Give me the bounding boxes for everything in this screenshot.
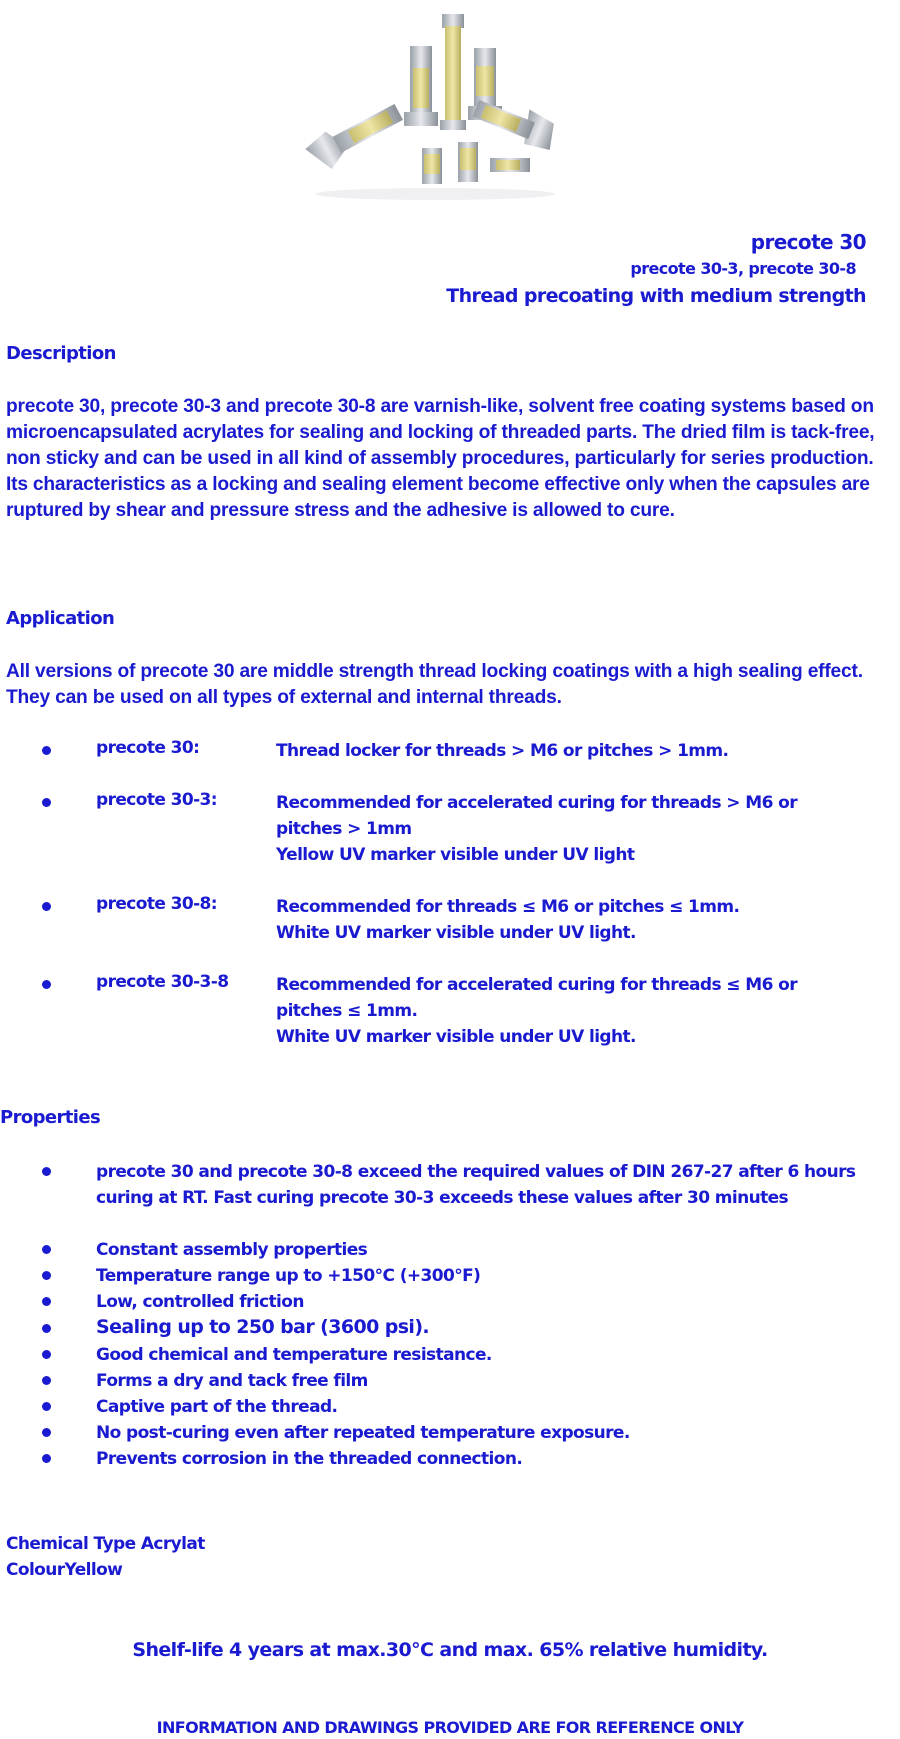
property-item: Captive part of the thread. bbox=[96, 1397, 338, 1417]
colour: ColourYellow bbox=[6, 1560, 123, 1580]
application-heading: Application bbox=[6, 608, 115, 629]
shelf-life-note: Shelf-life 4 years at max.30°C and max. 65% relative humidity. bbox=[132, 1639, 768, 1661]
application-item-desc bbox=[276, 738, 728, 764]
chemical-type: Chemical Type Acrylat bbox=[6, 1534, 205, 1554]
property-item: Good chemical and temperature resistance. bbox=[96, 1345, 492, 1365]
property-item bbox=[96, 1159, 855, 1211]
bullet-icon bbox=[42, 1454, 56, 1463]
property-item: Temperature range up to +150°C (+300°F) bbox=[96, 1266, 481, 1286]
property-line: precote 30 and precote 30-8 exceed the required values of DIN 267-27 after 6 hours bbox=[96, 1162, 856, 1182]
description-body bbox=[6, 394, 900, 524]
disclaimer: INFORMATION AND DRAWINGS PROVIDED ARE FOR REFERENCE ONLY bbox=[156, 1718, 744, 1737]
application-item-name: precote 30-3: bbox=[96, 790, 217, 810]
bullet-icon bbox=[42, 1271, 56, 1280]
application-item-desc bbox=[276, 972, 797, 1050]
properties-heading: Properties bbox=[0, 1107, 101, 1128]
bullet-icon bbox=[42, 798, 56, 807]
property-item: Sealing up to 250 bar (3600 psi). bbox=[96, 1316, 430, 1338]
description-para-1: precote 30, precote 30-3 and precote 30-8 are varnish-like, solvent free coating systems based on microencapsulated acrylates for sealing and locking of threaded parts. The dried film is tack-free, non sticky and can be used in all kind of assembly procedures, particularly for series production. bbox=[6, 396, 875, 469]
application-item-name: precote 30-8: bbox=[96, 894, 217, 914]
coated-bolts-illustration bbox=[290, 8, 580, 203]
property-item: Prevents corrosion in the threaded connection. bbox=[96, 1449, 523, 1469]
product-variants: precote 30-3, precote 30-8 bbox=[630, 259, 856, 278]
bullet-icon bbox=[42, 1167, 56, 1176]
description-heading: Description bbox=[6, 343, 116, 364]
application-item-name: precote 30-3-8 bbox=[96, 972, 229, 992]
application-intro: All versions of precote 30 are middle strength thread locking coatings with a high sealing effect. They can be used on all types of external and internal threads. bbox=[6, 661, 863, 708]
bullet-icon bbox=[42, 1376, 56, 1385]
desc-line: Recommended for threads ≤ M6 or pitches ≤ 1mm. bbox=[276, 897, 740, 917]
property-item: Forms a dry and tack free film bbox=[96, 1371, 368, 1391]
bullet-icon bbox=[42, 1350, 56, 1359]
product-title: precote 30 bbox=[750, 230, 866, 254]
property-line: curing at RT. Fast curing precote 30-3 exceeds these values after 30 minutes bbox=[96, 1188, 789, 1208]
desc-line: Recommended for accelerated curing for threads > M6 or bbox=[276, 793, 797, 813]
desc-line: White UV marker visible under UV light. bbox=[276, 923, 636, 943]
description-para-2: Its characteristics as a locking and sealing element become effective only when the capsules are ruptured by shear and pressure stress and the adhesive is allowed to cure. bbox=[6, 474, 870, 521]
desc-line: Recommended for accelerated curing for threads ≤ M6 or bbox=[276, 975, 797, 995]
application-item-name: precote 30: bbox=[96, 738, 200, 758]
property-item: Low, controlled friction bbox=[96, 1292, 304, 1312]
product-tagline: Thread precoating with medium strength bbox=[446, 285, 866, 307]
bullet-icon bbox=[42, 1245, 56, 1254]
desc-line: Thread locker for threads > M6 or pitches > 1mm. bbox=[276, 741, 729, 761]
bullet-icon bbox=[42, 1428, 56, 1437]
desc-line: pitches > 1mm bbox=[276, 819, 412, 839]
desc-line: White UV marker visible under UV light. bbox=[276, 1027, 636, 1047]
bullet-icon bbox=[42, 1324, 56, 1333]
desc-line: pitches ≤ 1mm. bbox=[276, 1001, 418, 1021]
product-photo bbox=[290, 8, 580, 203]
bullet-icon bbox=[42, 1297, 56, 1306]
application-item-desc bbox=[276, 790, 797, 868]
desc-line: Yellow UV marker visible under UV light bbox=[276, 845, 635, 865]
application-item-desc bbox=[276, 894, 739, 946]
bullet-icon bbox=[42, 1402, 56, 1411]
bullet-icon bbox=[42, 902, 56, 911]
property-item: Constant assembly properties bbox=[96, 1240, 368, 1260]
bullet-icon bbox=[42, 746, 56, 755]
property-item: No post-curing even after repeated temperature exposure. bbox=[96, 1423, 630, 1443]
bullet-icon bbox=[42, 980, 56, 989]
